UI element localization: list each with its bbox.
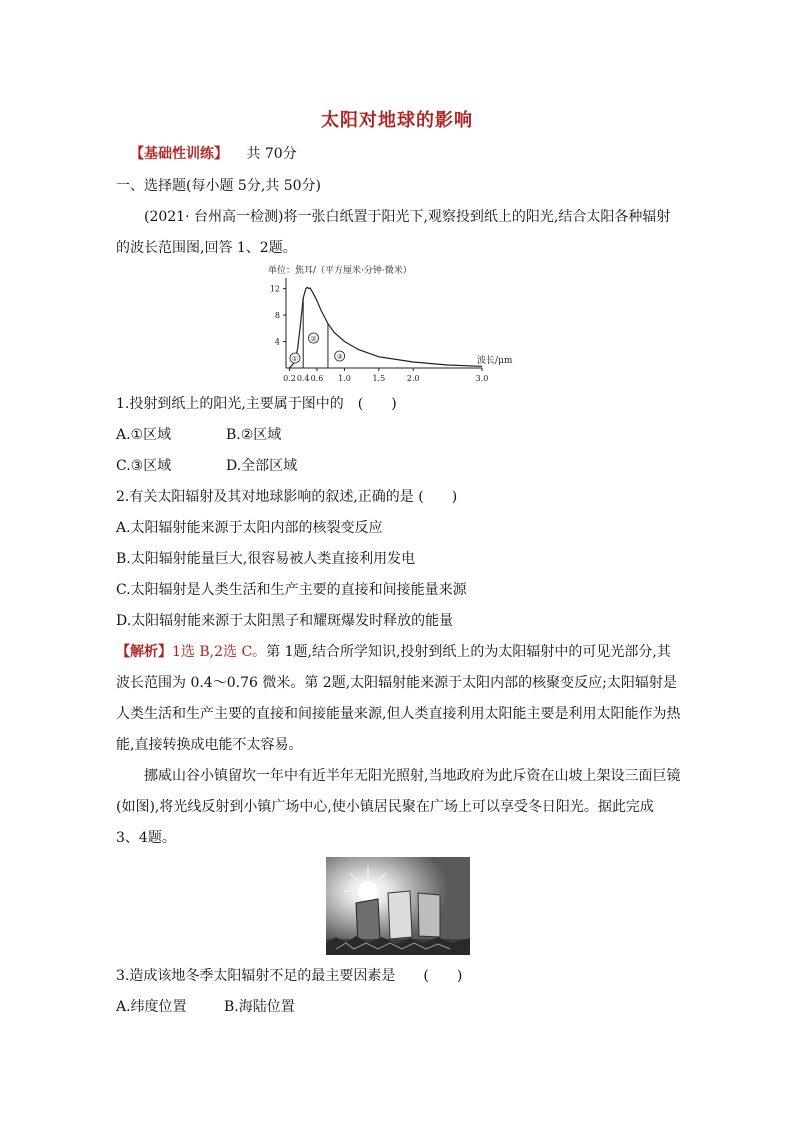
q2-option-a: A.太阳辐射能来源于太阳内部的核裂变反应 (116, 520, 383, 536)
q2-option-c: C.太阳辐射是人类生活和生产主要的直接和间接能量来源 (116, 582, 467, 598)
x-tick-label: 3.0 (475, 374, 489, 383)
q2-option-b: B.太阳辐射能量巨大,很容易被人类直接利用发电 (116, 551, 416, 567)
region-label: ① (291, 355, 299, 363)
q2-stem: 2.有关太阳辐射及其对地球影响的叙述,正确的是 ( ) (116, 489, 458, 505)
chart-unit-label: 单位：焦耳/（平方厘米·分钟·微米） (268, 266, 412, 276)
x-tick-label: 2.0 (406, 374, 420, 383)
x-tick-label: 0.6 (310, 374, 324, 383)
analysis-paragraph (116, 637, 681, 761)
intro-paragraph-1: (2021· 台州高一检测)将一张白纸置于阳光下,观察投到纸上的阳光,结合太阳各种辐射的波长范围图,回答 1、2题。 (116, 209, 671, 256)
radiation-curve (289, 287, 482, 368)
analysis-text: 第 1题,结合所学知识,投射到纸上的为太阳辐射中的可见光部分,其波长范围为 0.4～0.76 微米。第 2题,太阳辐射能来源于太阳内部的核聚变反应;太阳辐射是人类生活和生产主要的直接和间接能量来源,但人类直接利用太阳能主要是利用太阳能作为热能,直接转换成电能不太容易。 (116, 644, 681, 753)
q1-option-a: A.①区域 (116, 427, 172, 443)
analysis-label: 【解析】 (116, 644, 172, 660)
q1-option-d: D.全部区域 (226, 458, 298, 474)
part1-heading: 一、选择题(每小题 5分,共 50分) (116, 178, 321, 194)
intro-paragraph-2: 挪威山谷小镇留坎一年中有近半年无阳光照射,当地政府为此斥资在山坡上架设三面巨镜(如图),将光线反射到小镇广场中心,使小镇居民聚在广场上可以享受冬日阳光。据此完成 3、4题。 (116, 768, 681, 846)
x-axis-label: 波长/μm (477, 356, 513, 366)
section-score: 共 70分 (246, 146, 297, 162)
q2-option-d: D.太阳辐射能来源于太阳黑子和耀斑爆发时释放的能量 (116, 613, 454, 629)
q3-option-b: B.海陆位置 (224, 999, 295, 1015)
q1-option-b: B.②区域 (226, 427, 282, 443)
q3-stem: 3.造成该地冬季太阳辐射不足的最主要因素是 ( ) (116, 968, 463, 984)
radiation-chart (262, 260, 513, 388)
y-tick-label: 8 (274, 311, 280, 321)
q3-option-a: A.纬度位置 (116, 999, 187, 1015)
section-header (130, 144, 297, 164)
page-title: 太阳对地球的影响 (321, 110, 473, 131)
mirror-photo (326, 857, 470, 955)
section-label: 【基础性训练】 (130, 146, 228, 162)
q1-stem: 1.投射到纸上的阳光,主要属于图中的 ( ) (116, 396, 397, 412)
analysis-answer: 1选 B,2选 C。 (172, 644, 267, 660)
y-tick-label: 4 (274, 337, 280, 347)
q1-option-c: C.③区域 (116, 458, 172, 474)
x-tick-label: 1.0 (338, 374, 351, 383)
x-tick-label: 0.4 (296, 374, 310, 383)
region-label: ② (310, 335, 317, 343)
region-label: ③ (336, 353, 343, 361)
x-tick-label: 0.2 (283, 374, 296, 383)
x-tick-label: 1.5 (372, 374, 386, 383)
y-tick-label: 12 (269, 284, 280, 294)
